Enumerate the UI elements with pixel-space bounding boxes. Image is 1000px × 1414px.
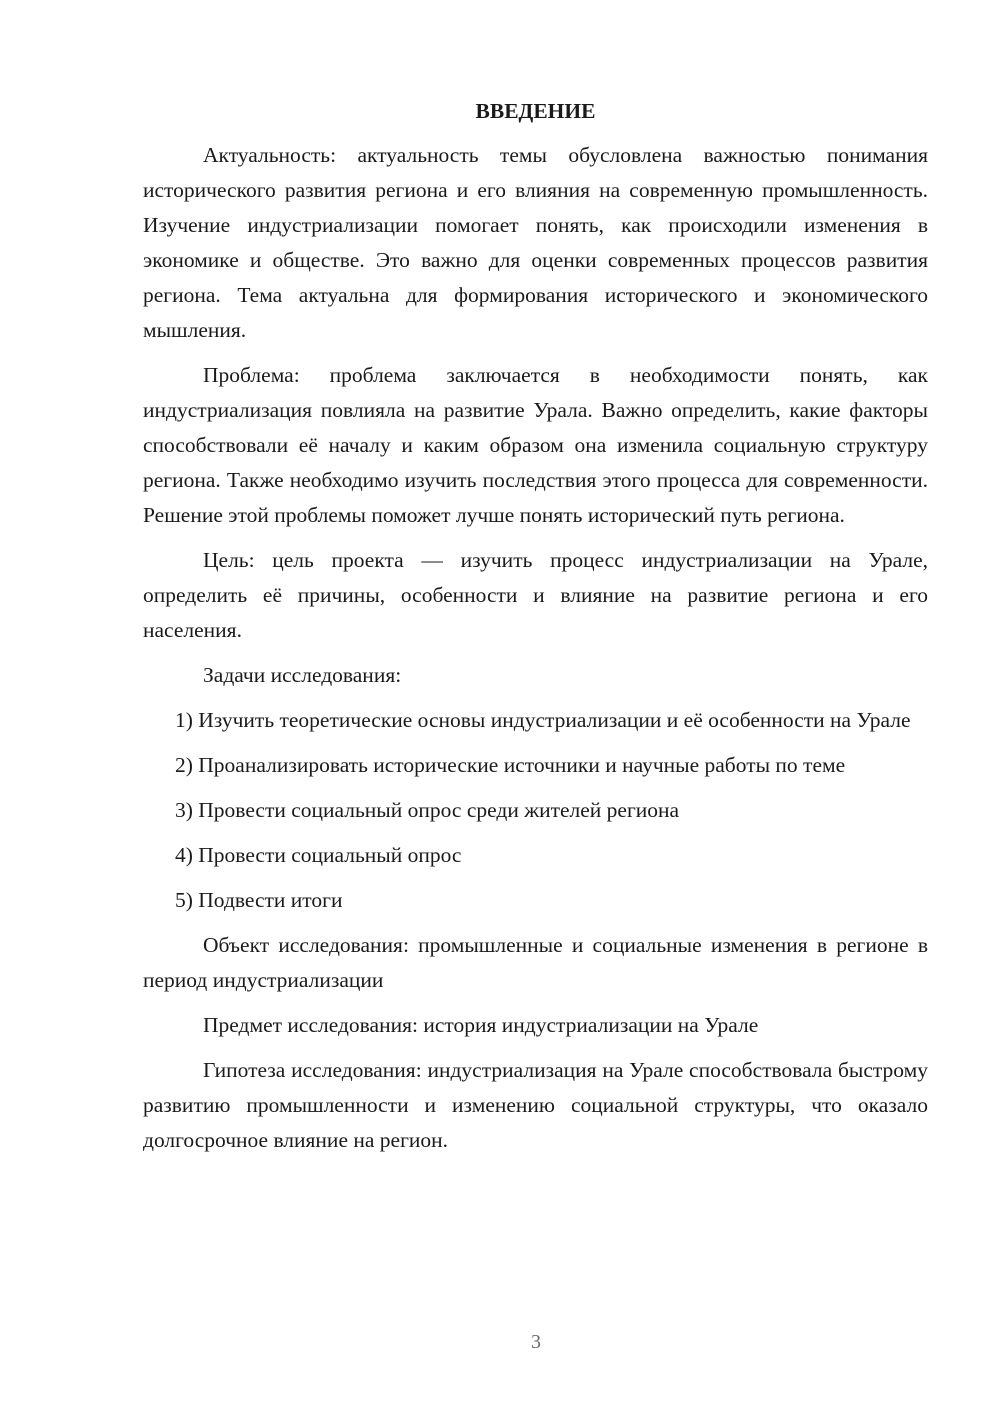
task-item-1: 1) Изучить теоретические основы индустриализации и её особенности на Урале xyxy=(175,708,911,732)
problem-paragraph: Проблема: проблема заключается в необходимости понять, как индустриализация повлияла на развитие Урала. Важно определить, какие факторы способствовали её началу и каким образом она изменила социальную структуру региона. Также необходимо изучить последствия этого процесса для современности. Решение этой проблемы поможет лучше понять исторический путь региона. xyxy=(143,363,928,527)
page-title: ВВЕДЕНИЕ xyxy=(475,99,596,123)
hypothesis-paragraph: Гипотеза исследования: индустриализация на Урале способствовала быстрому развитию промышленности и изменению социальной структуры, что оказало долгосрочное влияние на регион. xyxy=(143,1058,928,1152)
object-paragraph: Объект исследования: промышленные и социальные изменения в регионе в период индустриализации xyxy=(143,933,928,992)
goal-paragraph: Цель: цель проекта — изучить процесс индустриализации на Урале, определить её причины, особенности и влияние на развитие региона и его населения. xyxy=(143,548,928,642)
task-item-3: 3) Провести социальный опрос среди жителей региона xyxy=(175,798,680,822)
task-item-2: 2) Проанализировать исторические источники и научные работы по теме xyxy=(175,753,846,777)
task-item-5: 5) Подвести итоги xyxy=(175,888,343,912)
tasks-heading: Задачи исследования: xyxy=(203,663,402,687)
subject-paragraph: Предмет исследования: история индустриализации на Урале xyxy=(203,1013,759,1037)
relevance-paragraph: Актуальность: актуальность темы обусловлена важностью понимания исторического развития региона и его влияния на современную промышленность. Изучение индустриализации помогает понять, как происходили изменения в экономике и обществе. Это важно для оценки современных процессов развития региона. Тема актуальна для формирования исторического и экономического мышления. xyxy=(143,143,928,342)
task-item-4: 4) Провести социальный опрос xyxy=(175,843,462,867)
page-number: 3 xyxy=(531,1331,541,1353)
page-content xyxy=(143,96,928,1168)
